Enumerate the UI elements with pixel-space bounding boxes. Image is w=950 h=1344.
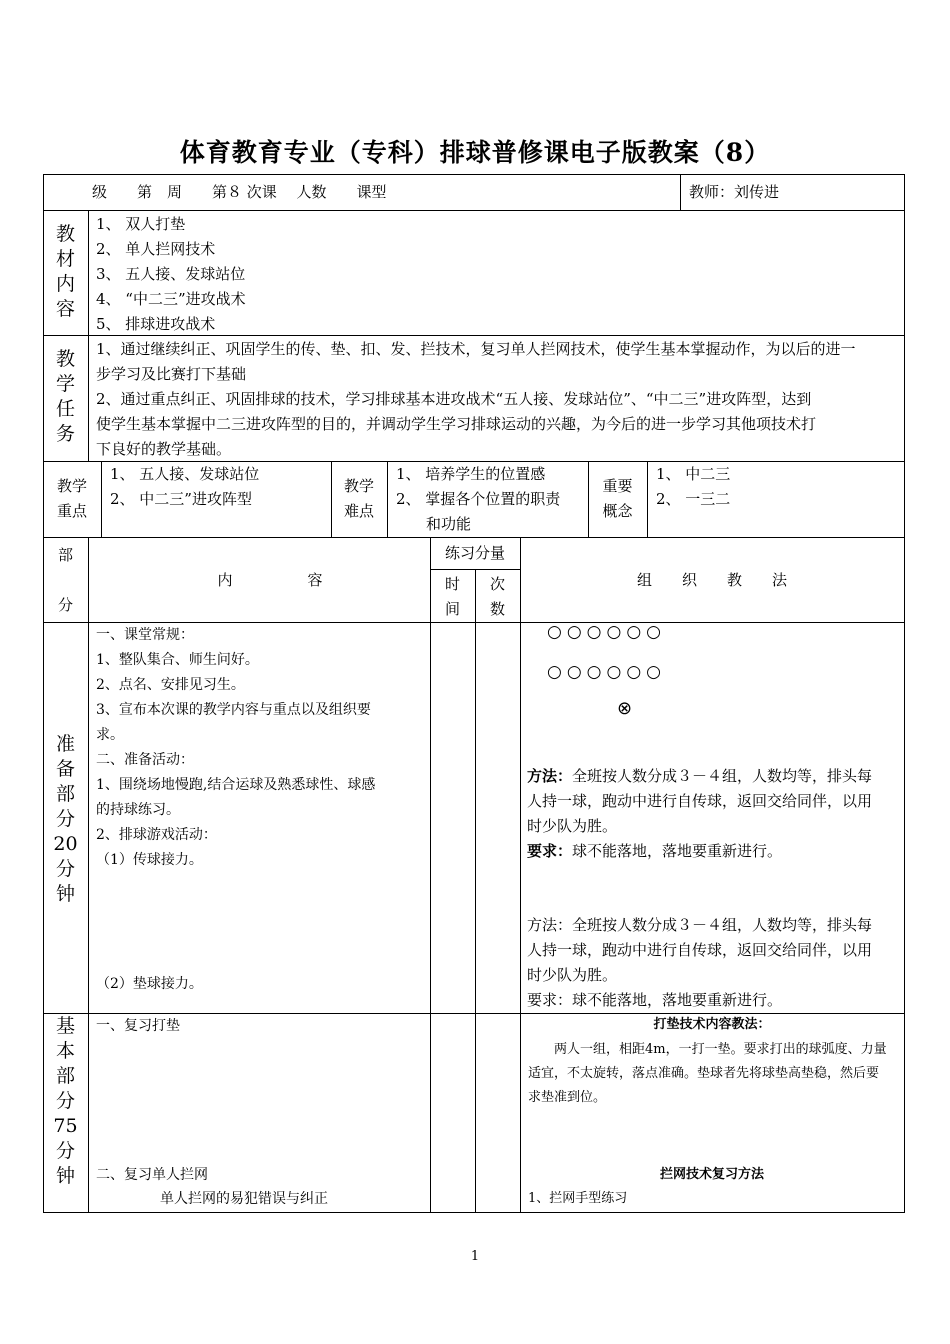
player-circles-row-2: ○○○○○○ (547, 662, 667, 682)
list-item: 和功能 (426, 515, 472, 533)
basic-method-1: 两人一组，相距4m，一打一垫。要求打出的球弧度、力量 适宜，不太旋转，落点准确。垫球者先将球垫高垫稳，然后要 求垫准到位。 (528, 1042, 887, 1105)
task-label: 教 学 任 务 (55, 348, 75, 445)
prep-content: 一、课堂常规： 1、整队集合、师生问好。 2、点名、安排见习生。 3、宣布本次课的教学内容与重点以及组织要 求。 二、准备活动： 1、围绕场地慢跑,结合运球及熟悉球性、球感 的持球练习。 2、排球游戏活动： （1）传球接力。 (96, 627, 376, 868)
basic-content-2: 二、复习单人拦网 (96, 1167, 208, 1183)
basic-content-1: 一、复习打垫 (96, 1018, 180, 1034)
concepts-label: 重要 概念 (602, 477, 633, 520)
page-title: 体育教育专业（专科）排球普修课电子版教案（8） (179, 138, 771, 167)
list-item: 1、 五人接、发球站位 (110, 465, 260, 483)
list-item: 1、 双人打垫 (96, 215, 186, 233)
material-list (96, 212, 896, 337)
prep-label: 准 备 部 分 20 分 钟 (53, 733, 78, 905)
list-item: 3、 五人接、发球站位 (96, 265, 246, 283)
list-item: 2、 掌握各个位置的职责 (396, 490, 561, 508)
part-head-1: 部 (57, 546, 73, 564)
list-item: 2、 单人拦网技术 (96, 240, 216, 258)
list-item: 4、 “中二三”进攻战术 (96, 290, 246, 308)
focus-label: 教学 重点 (56, 477, 87, 520)
focus-list (110, 462, 330, 512)
difficulty-label: 教学 难点 (343, 477, 374, 520)
content-head: 内 容 (217, 571, 323, 589)
practice-head: 练习分量 (444, 544, 505, 562)
basic-method-title-2: 拦网技术复习方法 (659, 1167, 764, 1182)
basic-method-2: 1、拦网手型练习 (528, 1191, 628, 1206)
list-item: 5、 排球进攻战术 (96, 315, 216, 333)
prep-method-2: 方法：全班按人数分成３－４组，人数均等，排头每 人持一球，跑动中进行自传球，返回交给同伴，以用 时少队为胜。 要求：球不能落地，落地要重新进行。 (527, 916, 873, 1009)
list-item: 1、 培养学生的位置感 (396, 465, 546, 483)
basic-label: 基 本 部 分 75 分 钟 (53, 1015, 78, 1187)
teacher-name: 教师：刘传进 (689, 183, 780, 201)
method-head: 组 织 教 法 (636, 571, 787, 589)
part-head-2: 分 (57, 596, 73, 614)
difficulty-list (396, 462, 586, 537)
teacher-cross-icon: ⊗ (617, 698, 633, 719)
concepts-list (656, 462, 896, 512)
basic-method-title-1: 打垫技术内容教法： (653, 1017, 771, 1032)
list-item: 2、 中二三”进攻阵型 (110, 490, 252, 508)
basic-content-3: 单人拦网的易犯错误与纠正 (160, 1191, 328, 1207)
page-number: 1 (470, 1249, 480, 1264)
task-text: 1、通过继续纠正、巩固学生的传、垫、扣、发、拦技术，复习单人拦网技术，使学生基本掌握动作，为以后的进一 步学习及比赛打下基础 2、通过重点纠正、巩固排球的技术，学习排球基本进攻战术“五人接、发球站位”、“中二三”进攻阵型，达到 使学生基本掌握中二三进攻阵型的目的，并调动学生学习排球运动的兴趣，为今后的进一步学习其他项技术打 下良好的教学基础。 (96, 340, 856, 458)
prep-method-1: 方法：全班按人数分成３－４组，人数均等，排头每 人持一球，跑动中进行自传球，返回交给同伴，以用 时少队为胜。 要求：球不能落地，落地要重新进行。 (527, 767, 873, 860)
time-head: 时 间 (444, 575, 460, 618)
material-label: 教 材 内 容 (55, 223, 75, 320)
list-item: 2、 一三二 (656, 490, 731, 508)
count-head: 次 数 (489, 575, 505, 618)
player-circles-row-1: ○○○○○○ (547, 622, 667, 642)
prep-content-2: （2）垫球接力。 (96, 976, 203, 992)
list-item: 1、 中二三 (656, 465, 731, 483)
lesson-info: 级 第 周 第８ 次课 人数 课型 (92, 183, 387, 201)
